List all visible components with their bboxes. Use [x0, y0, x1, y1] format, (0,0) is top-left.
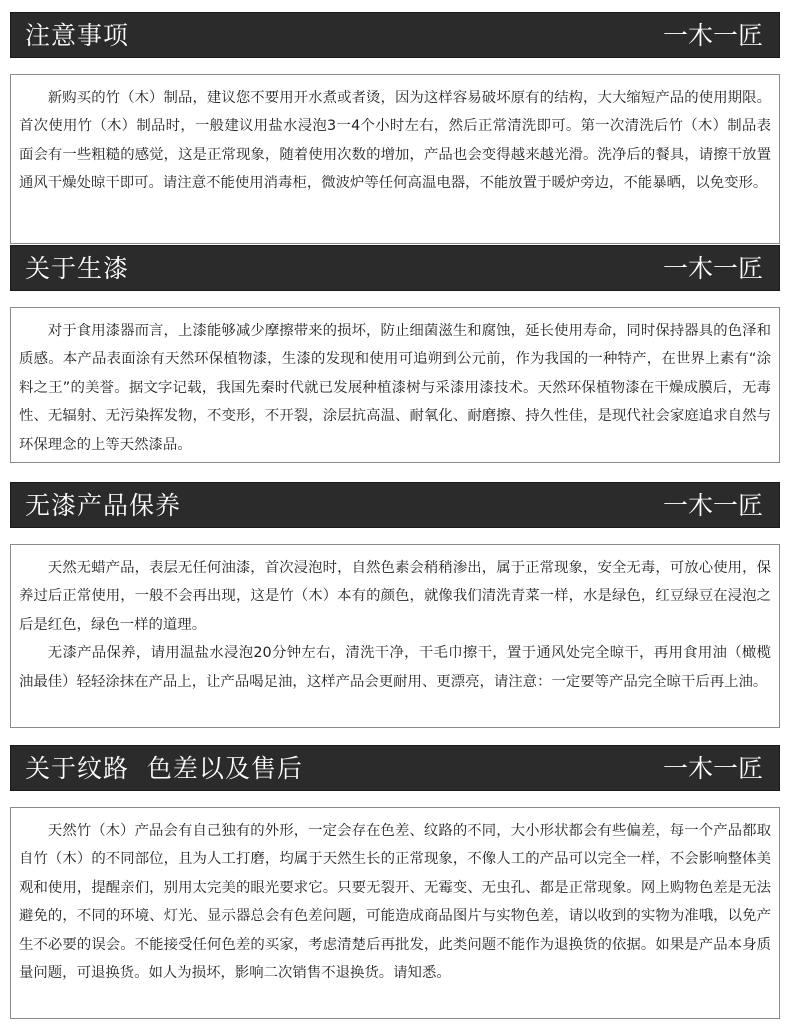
section-body	[10, 544, 780, 728]
section-header	[10, 482, 780, 528]
section-header	[10, 745, 780, 791]
section-care-notes	[10, 12, 780, 192]
body-paragraph: 对于食用漆器而言，上漆能够减少摩擦带来的损坏，防止细菌滋生和腐蚀，延长使用寿命，同时保持器具的色泽和质感。本产品表面涂有天然环保植物漆，生漆的发现和使用可追朔到公元前，作为我国的一种特产，在世界上素有“涂料之王”的美誉。据文字记载，我国先秦时代就已发展种植漆树与采漆用漆技术。天然环保植物漆在干燥成膜后，无毒性、无辐射、无污染挥发物，不变形，不开裂，涂层抗高温、耐氧化、耐磨擦、持久性佳，是现代社会家庭追求自然与环保理念的上等天然漆品。	[19, 323, 771, 453]
section-unlacquered-care	[10, 482, 780, 690]
brand-logo: 一木一匠	[662, 254, 763, 283]
section-raw-lacquer	[10, 245, 780, 453]
body-paragraph: 无漆产品保养，请用温盐水浸泡20分钟左右，清洗干净，干毛巾擦干，置于通风处完全晾干，再用食用油（橄榄油最佳）轻轻涂抹在产品上，让产品喝足油，这样产品会更耐用、更漂亮，请注意：一定要等产品完全晾干后再上油。	[19, 645, 771, 690]
body-paragraph: 天然无蜡产品，表层无任何油漆，首次浸泡时，自然色素会稍稍渗出，属于正常现象，安全无毒，可放心使用，保养过后正常使用，一般不会再出现，这是竹（木）本有的颜色，就像我们清洗青菜一样，水是绿色，红豆绿豆在浸泡之后是红色，绿色一样的道理。	[19, 560, 771, 633]
section-body	[10, 307, 780, 463]
body-paragraph: 新购买的竹（木）制品，建议您不要用开水煮或者烫，因为这样容易破坏原有的结构，大大缩短产品的使用期限。首次使用竹（木）制品时，一般建议用盐水浸泡3一4个小时左右，然后正常清洗即可。第一次清洗后竹（木）制品表面会有一些粗糙的感觉，这是正常现象，随着使用次数的增加，产品也会变得越来越光滑。洗净后的餐具，请擦干放置通风干燥处晾干即可。请注意不能使用消毒柜，微波炉等任何高温电器，不能放置于暖炉旁边，不能暴晒，以免变形。	[19, 90, 771, 192]
section-grain-color-aftersales	[10, 745, 780, 982]
section-header	[10, 12, 780, 58]
section-body	[10, 74, 780, 244]
section-header	[10, 245, 780, 291]
body-paragraph: 天然竹（木）产品会有自己独有的外形，一定会存在色差、纹路的不同，大小形状都会有些偏差，每一个产品都取自竹（木）的不同部位，且为人工打磨，均属于天然生长的正常现象，不像人工的产品可以完全一样，不会影响整体美观和使用，提醒亲们，别用太完美的眼光要求它。只要无裂开、无霉变、无虫孔、都是正常现象。网上购物色差是无法避免的，不同的环境、灯光、显示器总会有色差问题，可能造成商品图片与实物色差，请以收到的实物为准哦，以免产生不必要的误会。不能接受任何色差的买家，考虑清楚后再批发，此类问题不能作为退换货的依据。如果是产品本身质量问题，可退换货。如人为损坏，影响二次销售不退换货。请知悉。	[19, 823, 771, 982]
brand-logo: 一木一匠	[662, 491, 763, 520]
section-title: 关于生漆	[25, 254, 130, 283]
section-title: 关于纹路 色差以及售后	[25, 754, 303, 783]
section-title: 注意事项	[25, 21, 130, 50]
section-title: 无漆产品保养	[25, 491, 182, 520]
section-body	[10, 807, 780, 1019]
brand-logo: 一木一匠	[662, 21, 763, 50]
brand-logo: 一木一匠	[662, 754, 763, 783]
